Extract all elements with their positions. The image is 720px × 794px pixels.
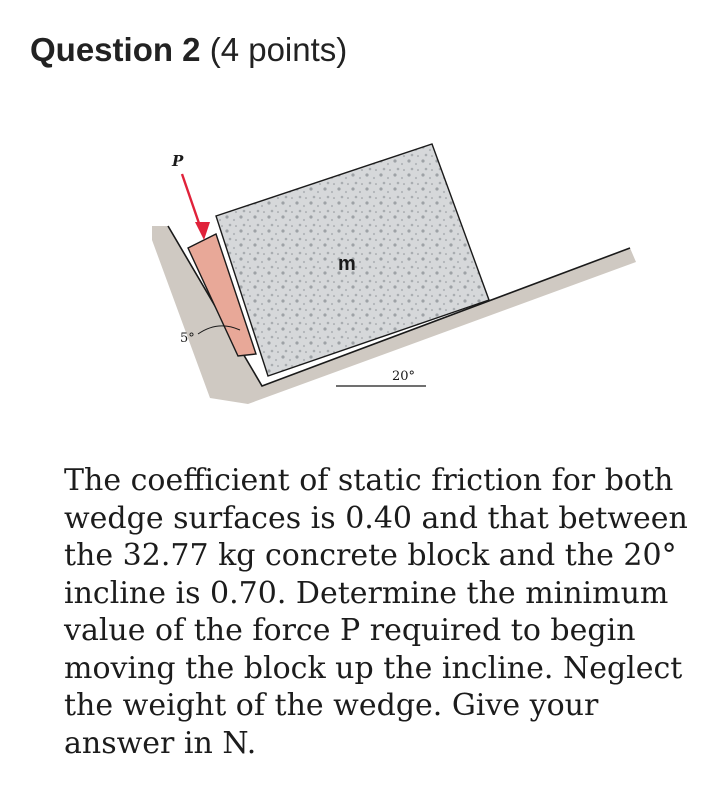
incline-angle-label: 20° (392, 369, 416, 384)
problem-figure (140, 130, 660, 420)
mass-label: m (338, 253, 356, 275)
question-number: Question 2 (30, 31, 201, 68)
wedge-angle-label: 5° (180, 331, 195, 346)
problem-statement: The coefficient of static friction for both wedge surfaces is 0.40 and that between the 32.77 kg concrete block and the 20° incline is 0.70. Determine the minimum value of the force P required to begin moving the block up the incline. Neglect the weight of the wedge. Give your answer in N. (64, 463, 688, 761)
question-points: (4 points) (209, 31, 348, 68)
force-label: P (172, 152, 184, 170)
wedge-incline-diagram (140, 130, 660, 420)
question-header (30, 28, 347, 72)
force-arrow-head (195, 222, 210, 240)
